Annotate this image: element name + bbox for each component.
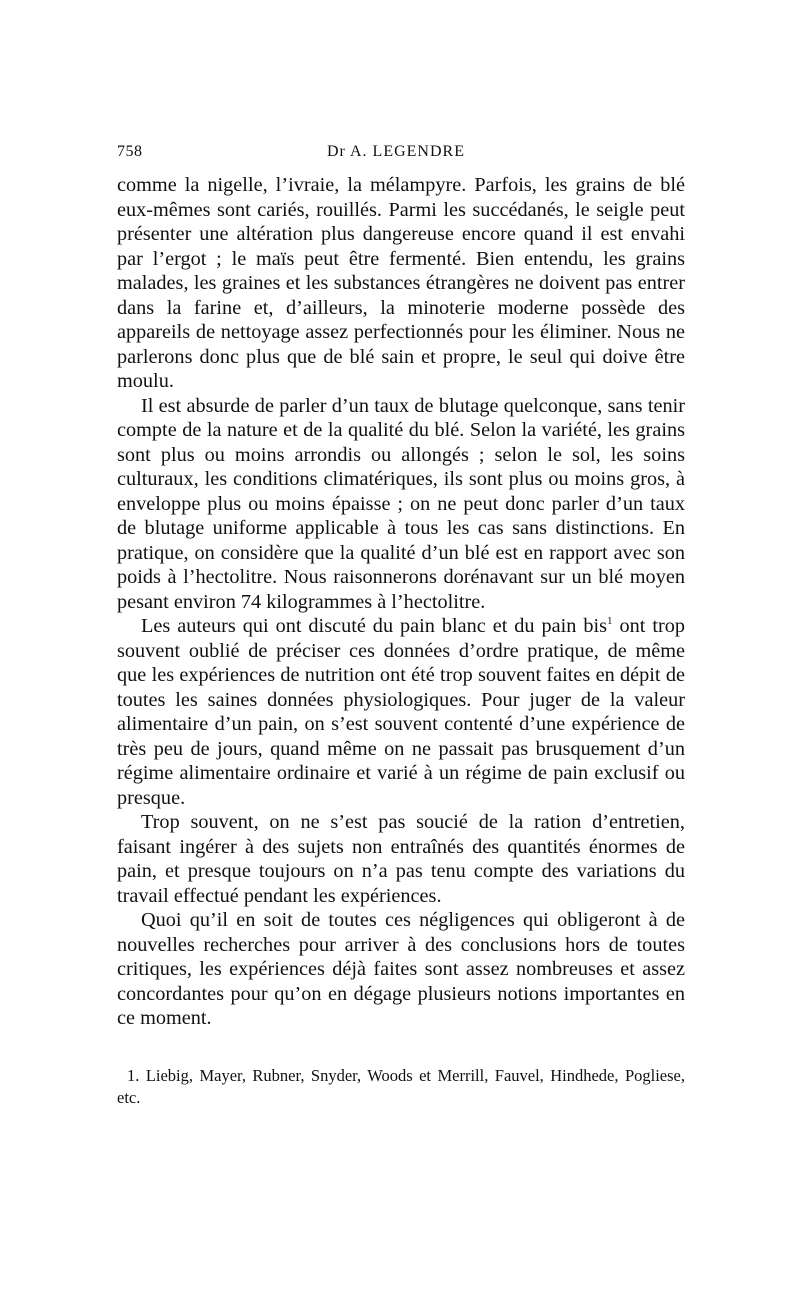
page-number: 758: [117, 143, 143, 160]
paragraph-2: Il est absurde de parler d’un taux de blutage quelconque, sans tenir compte de la nature et de la qualité du blé. Selon la variété, les grains sont plus ou moins arrondis ou allongés ; selon le sol, les soins culturaux, les conditions climatériques, ils sont plus ou moins gros, à enveloppe plus ou moins épaisse ; on ne peut donc parler d’un taux de blutage uniforme applicable à tous les cas sans distinctions. En pratique, on considère que la qualité d’un blé est en rapport avec son poids à l’hectolitre. Nous raisonnerons dorénavant sur un blé moyen pesant environ 74 kilogrammes à l’hectolitre.: [117, 394, 685, 613]
paragraph-4: Trop souvent, on ne s’est pas soucié de la ration d’entretien, faisant ingérer à des sujets non entraînés des quantités énormes de pain, et presque toujours on n’a pas tenu compte des variations du travail effectué pendant les expériences.: [117, 811, 685, 907]
paragraph-3-text-start: Les auteurs qui ont discuté du pain blanc et du pain bis: [141, 615, 608, 637]
footnote-reference: 1: [607, 615, 613, 628]
paragraph-3-text-end: ont trop souvent oublié de préciser ces données d’ordre pratique, de même que les expériences de nutrition ont été trop souvent faites en dépit de toutes les saines données physiologiques. Pour juger de la valeur alimentaire d’un pain, on s’est souvent contenté d’une expérience de très peu de jours, quand même on ne passait pas brusquement d’un régime alimentaire ordinaire et varié à un régime de pain exclusif ou presque.: [117, 615, 685, 809]
paragraph-5: Quoi qu’il en soit de toutes ces négligences qui obligeront à de nouvelles recherches pour arriver à des conclusions hors de toutes critiques, les expériences déjà faites sont assez nombreuses et assez concordantes pour qu’on en dégage plusieurs notions importantes en ce moment.: [117, 909, 685, 1029]
body-text: [117, 173, 685, 1031]
running-head: Dr A. LEGENDRE: [327, 143, 465, 160]
paragraph-3: [117, 614, 685, 810]
paragraph-1: comme la nigelle, l’ivraie, la mélampyre. Parfois, les grains de blé eux-mêmes sont cariés, rouillés. Parmi les succédanés, le seigle peut présenter une altération plus dangereuse encore quand il est envahi par l’ergot ; le maïs peut être fermenté. Bien entendu, les grains malades, les graines et les substances étrangères ne doivent pas entrer dans la farine et, d’ailleurs, la minoterie moderne possède des appareils de nettoyage assez perfectionnés pour les éliminer. Nous ne parlerons donc plus que de blé sain et propre, le seul qui doive être moulu.: [117, 174, 685, 392]
book-page: [117, 143, 685, 1109]
footnote: 1. Liebig, Mayer, Rubner, Snyder, Woods et Merrill, Fauvel, Hindhede, Pogliese, etc.: [117, 1065, 685, 1107]
page-header: [117, 143, 685, 173]
